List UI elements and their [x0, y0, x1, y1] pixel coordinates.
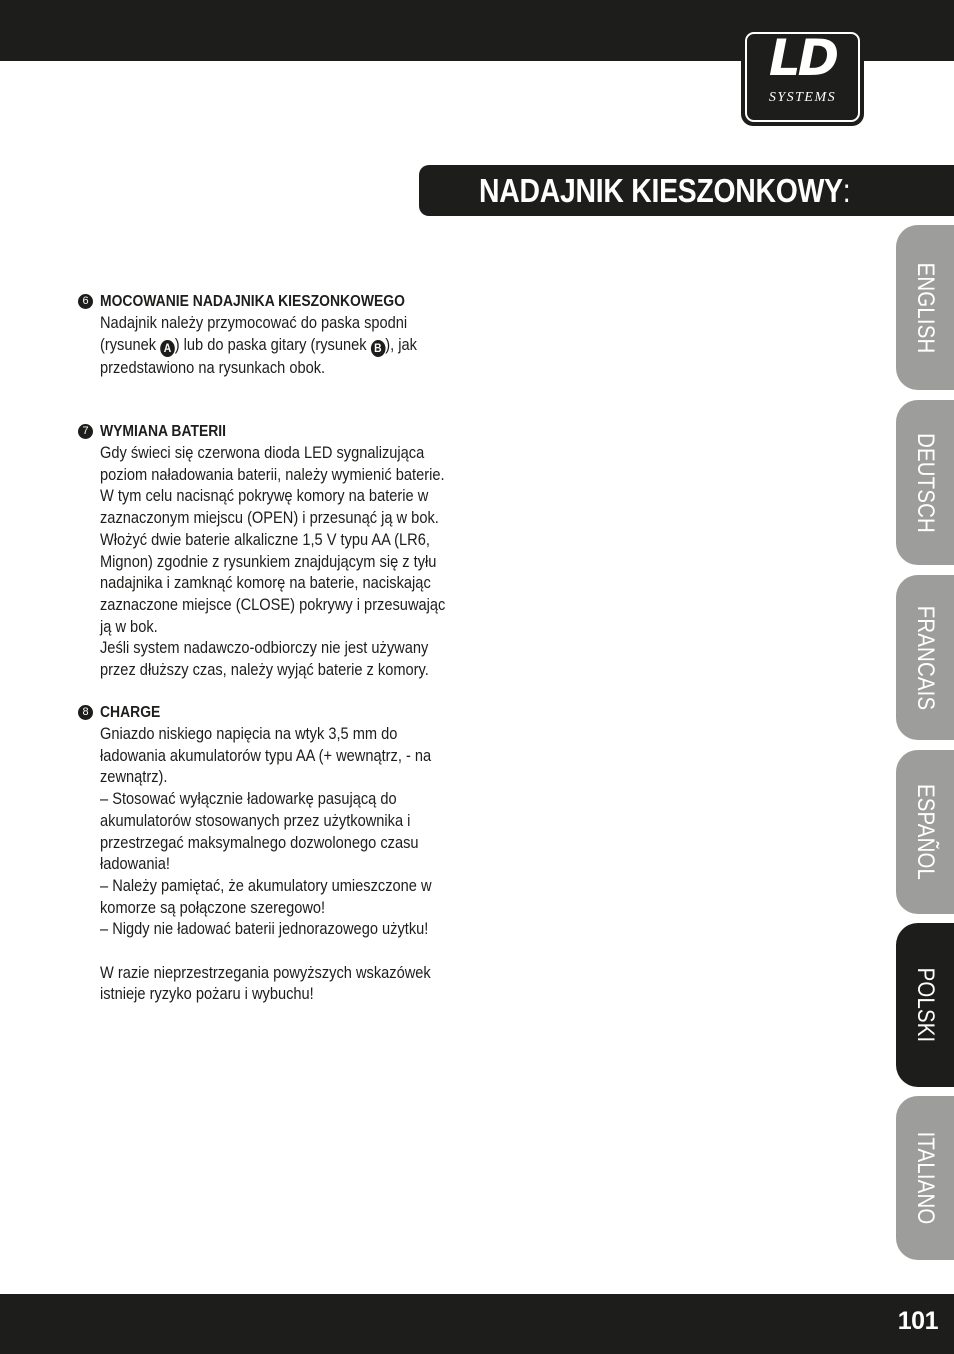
body-line: zaznaczonym miejscu (OPEN) i przesunąć ją w bok. [100, 508, 439, 528]
body-text: ), jak [385, 334, 417, 354]
logo-systems-text: SYSTEMS [768, 90, 837, 105]
section-belt-clip [78, 292, 478, 378]
section-header [78, 422, 478, 442]
section-heading: MOCOWANIE NADAJNIKA KIESZONKOWEGO [100, 293, 405, 310]
page-title-colon: : [842, 172, 851, 209]
section-body [100, 723, 470, 1005]
body-line: komorze są połączone szeregowo! [100, 897, 326, 917]
body-line: ładowania! [100, 854, 170, 874]
paragraph-spacer [100, 940, 470, 962]
tab-english[interactable] [896, 225, 954, 390]
section-header [78, 703, 478, 723]
body-text: (rysunek [100, 334, 161, 354]
figure-marker-a: A [160, 340, 175, 357]
body-line: Włożyć dwie baterie alkaliczne 1,5 V typu AA (LR6, [100, 529, 430, 549]
body-line: Jeśli system nadawczo-odbiorczy nie jest używany [100, 638, 429, 658]
body-line: przedstawiono na rysunkach obok. [100, 357, 326, 377]
body-line: ładowania akumulatorów typu AA (+ wewnątrz, - na [100, 745, 432, 765]
tab-francais[interactable] [896, 575, 954, 740]
body-line: Gniazdo niskiego napięcia na wtyk 3,5 mm do [100, 724, 398, 743]
body-line: ją w bok. [100, 616, 158, 636]
body-line: Mignon) zgodnie z rysunkiem znajdującym się z tyłu [100, 551, 437, 571]
section-heading: WYMIANA BATERII [100, 423, 227, 440]
body-line: przez dłuższy czas, należy wyjąć baterie z komory. [100, 660, 429, 680]
body-line: – Nigdy nie ładować baterii jednorazowego użytku! [100, 919, 429, 939]
section-number: 7 [78, 424, 93, 439]
tab-francais-label: FRANCAIS [912, 605, 939, 710]
section-number: 6 [78, 294, 93, 309]
page-title-text: NADAJNIK KIESZONKOWY [479, 172, 843, 209]
section-number: 8 [78, 705, 93, 720]
section-heading: CHARGE [100, 704, 161, 721]
section-body [100, 442, 470, 681]
body-line: akumulatorów stosowanych przez użytkownika i [100, 810, 411, 830]
section-battery-replacement [78, 422, 478, 681]
logo-ld-text: LD [768, 29, 837, 87]
section-header [78, 292, 478, 312]
ld-systems-logo [741, 28, 864, 126]
tab-deutsch[interactable] [896, 400, 954, 565]
warning-line: istnieje ryzyko pożaru i wybuchu! [100, 984, 314, 1004]
tab-italiano-label: ITALIANO [912, 1131, 939, 1225]
body-line: poziom naładowania baterii, należy wymienić baterie. [100, 464, 445, 484]
body-line: zaznaczone miejsce (CLOSE) pokrywy i przesuwając [100, 594, 446, 614]
body-line: Nadajnik należy przymocować do paska spodni [100, 313, 408, 332]
page-number: 101 [897, 1307, 938, 1335]
body-line: – Należy pamiętać, że akumulatory umieszczone w [100, 875, 432, 895]
bottom-bar [0, 1294, 954, 1354]
body-line: przestrzegać maksymalnego dozwolonego czasu [100, 832, 419, 852]
title-banner [419, 165, 954, 216]
tab-espanol-label: ESPAÑOL [912, 783, 939, 881]
tab-espanol[interactable] [896, 750, 954, 914]
tab-deutsch-label: DEUTSCH [912, 432, 939, 533]
section-body [100, 312, 470, 378]
tab-polski-label: POLSKI [912, 967, 939, 1043]
figure-marker-b: B [371, 340, 386, 357]
body-text: ) lub do paska gitary (rysunek [174, 334, 371, 354]
body-line: zewnątrz). [100, 767, 168, 787]
tab-english-label: ENGLISH [912, 262, 939, 353]
body-line: W tym celu nacisnąć pokrywę komory na baterie w [100, 486, 429, 506]
tab-polski[interactable] [896, 923, 954, 1087]
body-line: Gdy świeci się czerwona dioda LED sygnalizująca [100, 443, 425, 462]
body-line: nadajnika i zamknąć komorę na baterie, naciskając [100, 573, 431, 593]
warning-line: W razie nieprzestrzegania powyższych wskazówek [100, 962, 431, 982]
section-charge [78, 703, 478, 1005]
tab-italiano[interactable] [896, 1096, 954, 1260]
page-title [479, 172, 850, 210]
body-line [100, 334, 470, 357]
body-line: – Stosować wyłącznie ładowarkę pasującą do [100, 789, 397, 809]
